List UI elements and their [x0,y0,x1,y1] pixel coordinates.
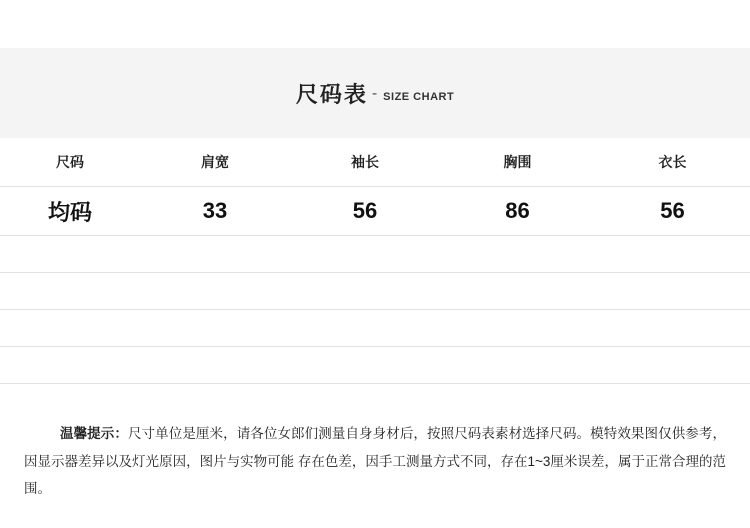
table-row-empty [0,236,750,273]
table-row-empty [0,347,750,384]
table-header-cell-length: 衣长 [595,138,750,187]
size-table-wrapper [0,138,750,384]
page-title-cn: 尺码表 [295,81,368,107]
table-cell-empty [595,273,750,310]
table-header-cell-bust: 胸围 [440,138,595,187]
table-cell-empty [440,347,595,384]
table-header-cell-shoulder: 肩宽 [140,138,290,187]
table-cell-bust: 86 [440,187,595,236]
table-cell-empty [290,347,440,384]
table-cell-empty [290,310,440,347]
page-title-dash: - [371,85,378,102]
table-cell-empty [440,236,595,273]
table-cell-empty [290,273,440,310]
table-cell-size: 均码 [0,187,140,236]
table-cell-empty [0,310,140,347]
page-title-en: SIZE CHART [383,91,455,103]
table-cell-empty [0,273,140,310]
table-header-cell-size: 尺码 [0,138,140,187]
table-header-cell-sleeve: 袖长 [290,138,440,187]
table-cell-empty [440,273,595,310]
table-cell-empty [0,347,140,384]
table-cell-empty [440,310,595,347]
table-cell-sleeve: 56 [290,187,440,236]
table-cell-empty [595,347,750,384]
table-cell-empty [595,310,750,347]
table-cell-empty [290,236,440,273]
table-cell-empty [140,273,290,310]
table-cell-empty [0,236,140,273]
table-row-empty [0,273,750,310]
table-cell-shoulder: 33 [140,187,290,236]
table-row-empty [0,310,750,347]
notes-lead: 温馨提示： [60,426,128,441]
page-title [0,48,750,138]
table-cell-empty [140,347,290,384]
notes-section [0,420,750,503]
table-cell-empty [140,310,290,347]
notes-paragraph [24,420,726,503]
table-cell-empty [595,236,750,273]
table-cell-empty [140,236,290,273]
notes-body: 尺寸单位是厘米，请各位女郎们测量自身身材后，按照尺码表素材选择尺码。模特效果图仅供参考，因显示器差异以及灯光原因，图片与实物可能 存在色差，因手工测量方式不同，存在1~3厘米误差，属于正常合理的范围。 [24,426,726,497]
table-cell-length: 56 [595,187,750,236]
size-table [0,138,750,384]
table-header-row [0,138,750,187]
table-row [0,187,750,236]
